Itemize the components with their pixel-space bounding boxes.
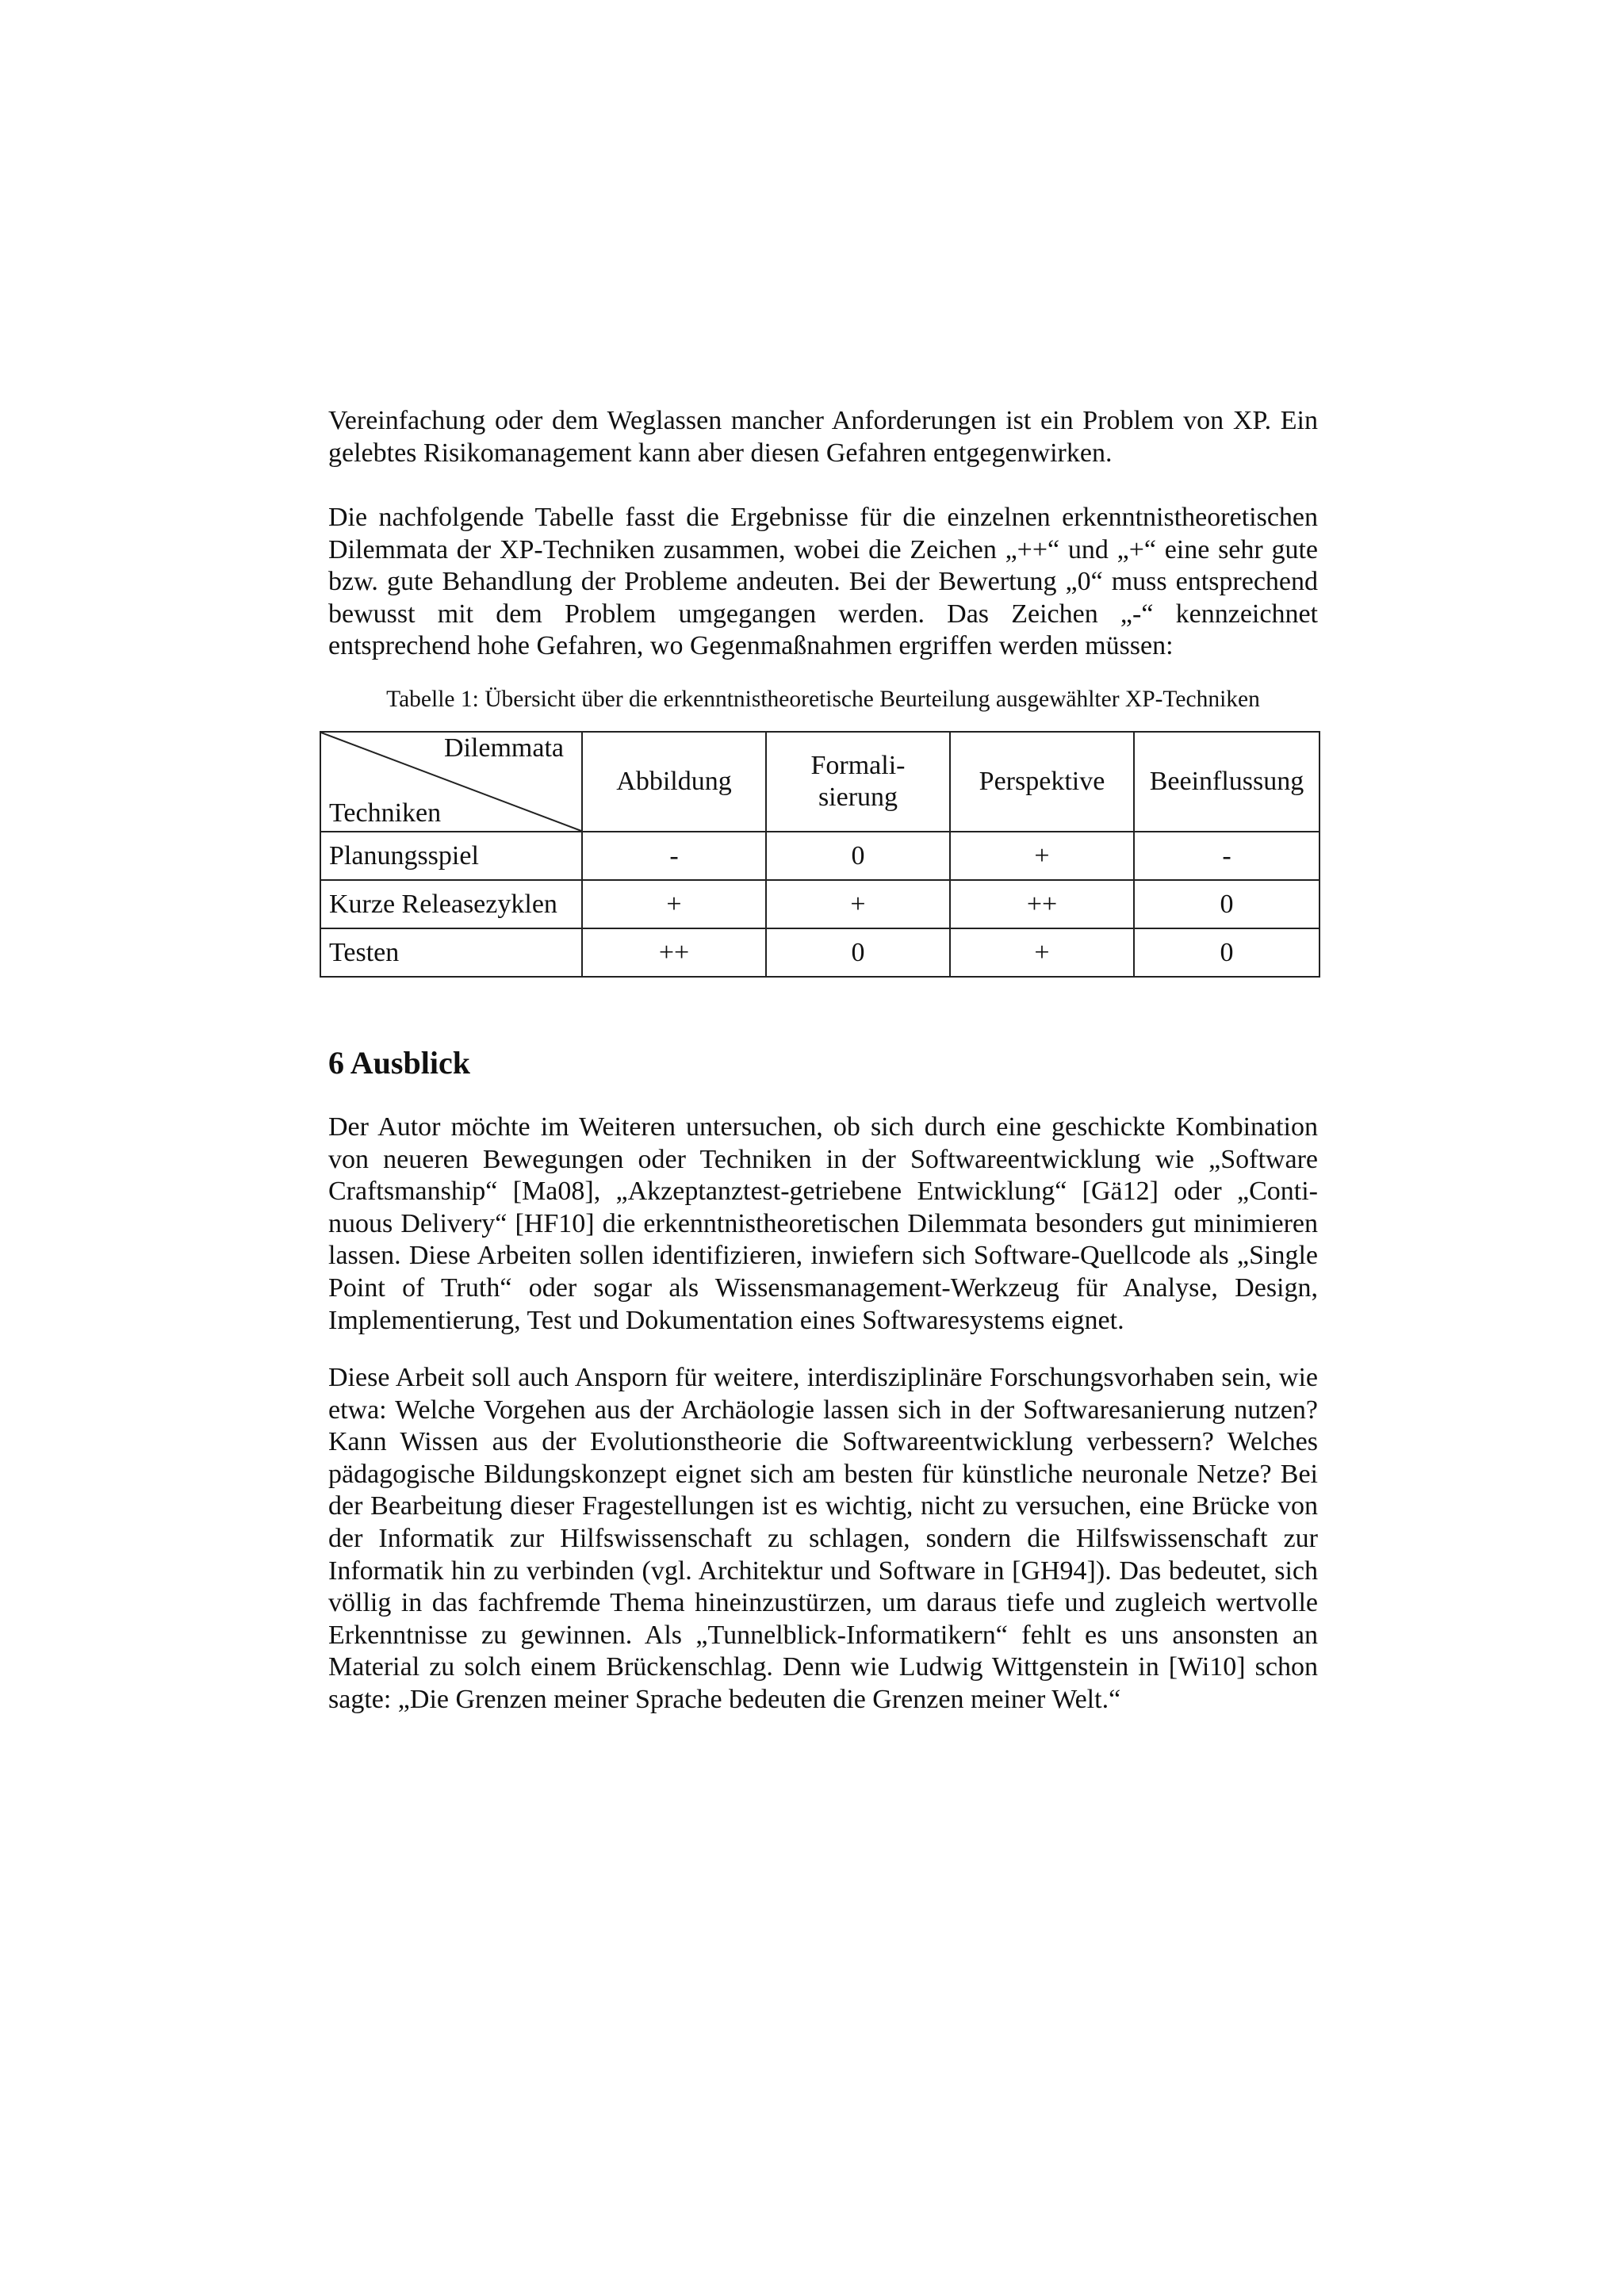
- paragraph-ausblick-1: [328, 1112, 1318, 1337]
- column-header-formalisierung: [766, 732, 950, 832]
- table-cell: 0: [1134, 928, 1320, 977]
- table-row: [320, 928, 1320, 977]
- column-header-formalisierung-text: Formalisierung: [810, 751, 906, 812]
- results-table: [320, 731, 1320, 978]
- column-header-beeinflussung: Beeinflussung: [1134, 732, 1320, 832]
- paragraph-ausblick-1-text: Der Autor möchte im Weiteren untersuchen, ob sich durch eine geschickte Kombination von neueren Bewegungen oder Techniken in der Softwareentwicklung wie „Software Craftsmanship“ [Ma08], „Akzeptanztest-getriebene Entwicklung“ [Gä12] oder „Continuous Delivery“ [HF10] die erkenntnistheoretischen Dilemmata besonders gut minimieren lassen. Diese Arbeiten sollen identifizieren, inwiefern sich Software-Quellcode als „Single Point of Truth“ oder sogar als Wissensmanagement-Werkzeug für Analyse, Design, Implementierung, Test und Dokumentation eines Softwaresystems eignet.: [328, 1112, 1318, 1335]
- table-cell: +: [766, 880, 950, 928]
- corner-label-techniken: Techniken: [329, 798, 442, 828]
- table-row: [320, 832, 1320, 880]
- table-cell: +: [950, 928, 1134, 977]
- table-cell: ++: [582, 928, 766, 977]
- table-corner-cell: [320, 732, 582, 832]
- paragraph-ausblick-2-text: Diese Arbeit soll auch Ansporn für weitere, interdisziplinäre Forschungsvorhaben sein, wie etwa: Welche Vorgehen aus der Archäologie lassen sich in der Softwaresanierung nutzen? Kann Wissen aus der Evolutionstheorie die Softwareentwicklung verbessern? Welches pädagogische Bildungskonzept eignet sich am besten für künstliche neuronale Netze? Bei der Bearbeitung dieser Fragestellungen ist es wichtig, nicht zu versuchen, eine Brücke von der Informatik zur Hilfswissenschaft zu schlagen, sondern die Hilfswissenschaft zur Informatik hin zu verbinden (vgl. Architektur und Software in [GH94]). Das bedeutet, sich völlig in das fachfremde Thema hineinzustürzen, um daraus tiefe und zugleich wertvolle Erkenntnisse zu gewinnen. Als „Tunnelblick-Informatikern“ fehlt es uns ansonsten an Material zu solch einem Brückenschlag. Denn wie Ludwig Wittgenstein in [Wi10] schon sagte: „Die Grenzen meiner Sprache bedeuten die Grenzen meiner Welt.“: [328, 1363, 1318, 1714]
- table-cell: ++: [950, 880, 1134, 928]
- table-cell: 0: [1134, 880, 1320, 928]
- paragraph-intro-text: Vereinfachung oder dem Weglassen mancher Anforderungen ist ein Problem von XP. Ein gelebtes Risikomanagement kann aber diesen Gefahren entgegenwirken.: [328, 406, 1318, 468]
- paragraph-table-intro: [328, 502, 1318, 663]
- paragraph-table-intro-text: Die nachfolgende Tabelle fasst die Ergebnisse für die einzelnen erkenntnistheoretischen Dilemmata der XP-Techniken zusammen, wobei die Zeichen „++“ und „+“ eine sehr gute bzw. gute Behandlung der Probleme andeuten. Bei der Bewertung „0“ muss entsprechend bewusst mit dem Problem umgegangen werden. Das Zeichen „-“ kennzeichnet entsprechend hohe Gefahren, wo Gegenmaßnahmen ergriffen werden müssen:: [328, 503, 1318, 661]
- corner-label-dilemmata: Dilemmata: [443, 733, 564, 763]
- column-header-abbildung: Abbildung: [582, 732, 766, 832]
- paragraph-ausblick-2: [328, 1362, 1318, 1716]
- table-cell: 0: [766, 832, 950, 880]
- table-row: [320, 880, 1320, 928]
- row-label: Kurze Releasezyklen: [320, 880, 582, 928]
- table-header-row: [320, 732, 1320, 832]
- row-label: Testen: [320, 928, 582, 977]
- section-heading: 6 Ausblick: [328, 1045, 470, 1081]
- table-cell: 0: [766, 928, 950, 977]
- table-cell: -: [582, 832, 766, 880]
- table-cell: +: [582, 880, 766, 928]
- table-cell: -: [1134, 832, 1320, 880]
- table-cell: +: [950, 832, 1134, 880]
- table-caption: Tabelle 1: Übersicht über die erkenntnistheoretische Beurteilung ausgewählter XP-Techniken: [386, 687, 1260, 712]
- paragraph-intro: [328, 405, 1318, 469]
- column-header-perspektive: Perspektive: [950, 732, 1134, 832]
- row-label: Planungsspiel: [320, 832, 582, 880]
